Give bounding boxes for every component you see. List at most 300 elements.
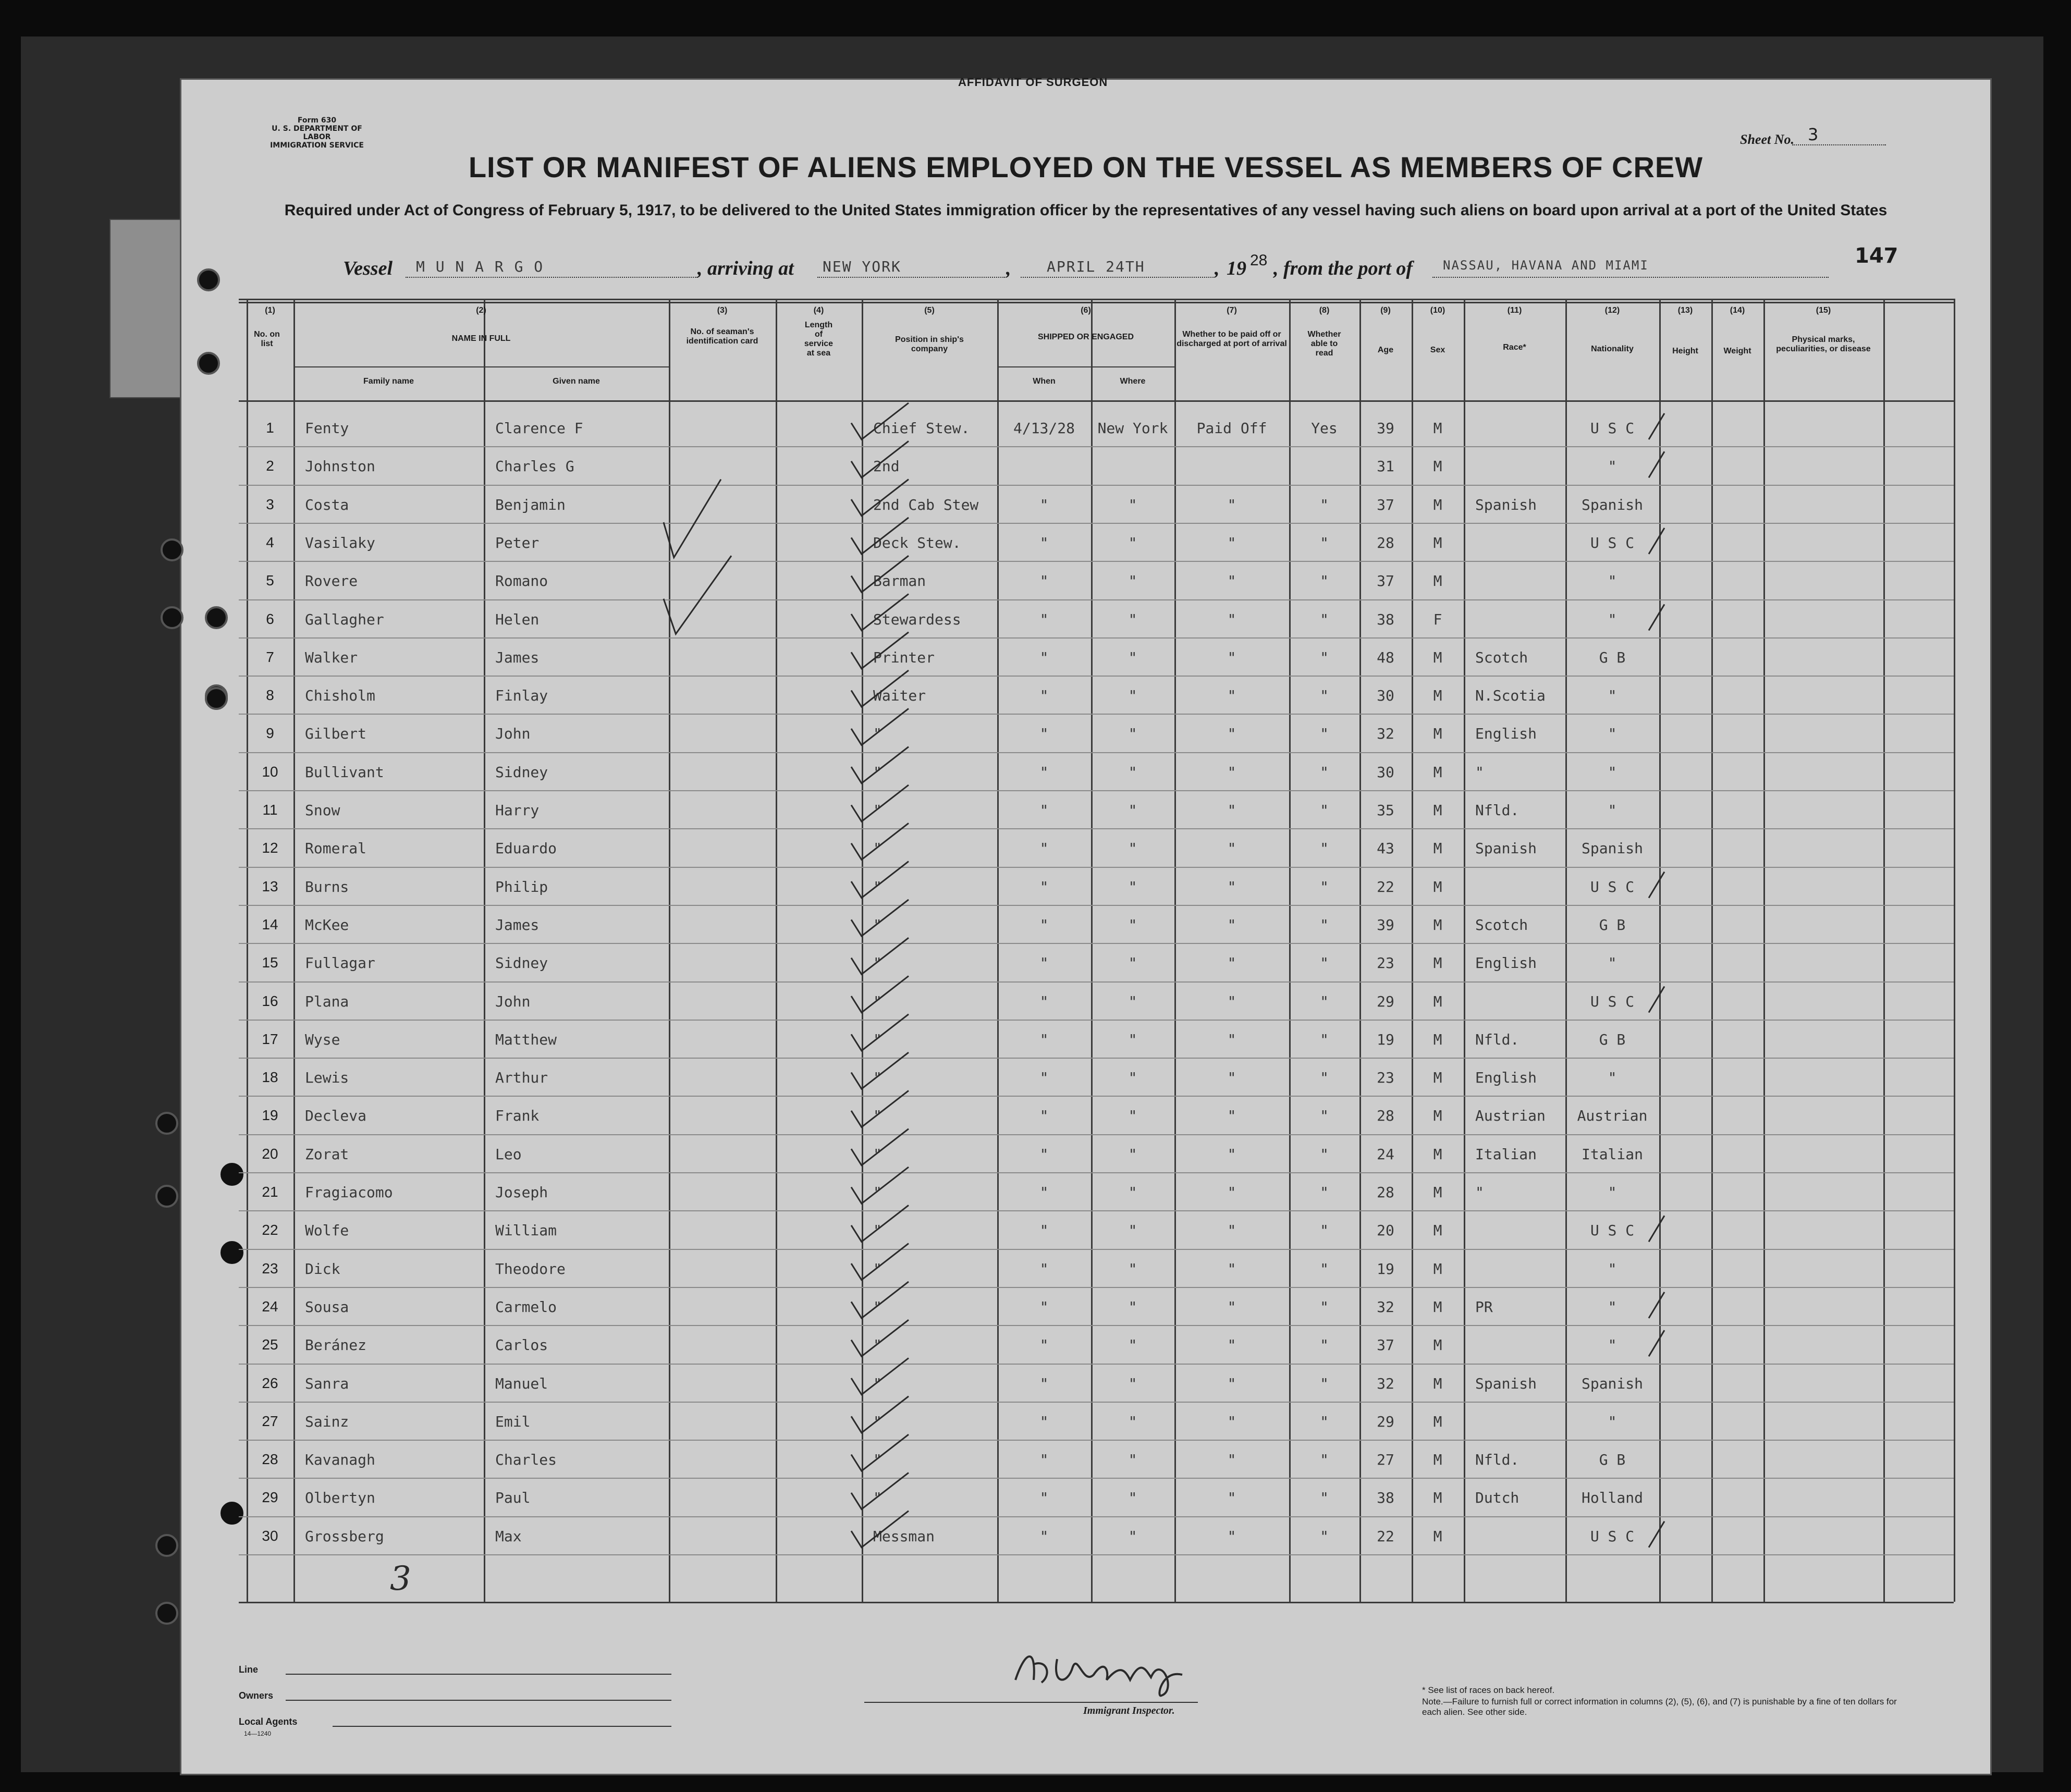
shipped-where-cell: ": [1128, 992, 1137, 1010]
family-name-cell: Snow: [305, 802, 340, 819]
sex-cell: M: [1433, 1030, 1442, 1048]
shipped-where-cell: ": [1128, 1298, 1137, 1316]
shipped-when-cell: ": [1039, 1489, 1049, 1507]
nationality-cell: Spanish: [1581, 840, 1643, 857]
nationality-tick-mark: [1649, 413, 1664, 439]
position-check-mark: [851, 1434, 909, 1471]
nationality-cell: ": [1608, 1298, 1617, 1316]
position-cell: ": [873, 1260, 882, 1278]
given-name-cell: Harry: [495, 802, 540, 819]
shipped-when-cell: ": [1039, 954, 1049, 972]
age-cell: 31: [1377, 458, 1394, 475]
paid-off-cell: ": [1227, 1069, 1236, 1087]
family-name-cell: Rovere: [305, 572, 358, 590]
position-cell: Deck Stew.: [873, 534, 961, 551]
nationality-cell: ": [1608, 610, 1617, 628]
nationality-cell: ": [1608, 954, 1617, 972]
nationality-tick-mark: [1649, 1216, 1664, 1242]
row-number: 21: [262, 1184, 278, 1200]
given-name-cell: Charles G: [495, 458, 574, 475]
nationality-cell: U S C: [1590, 878, 1635, 895]
nationality-cell: G B: [1599, 916, 1626, 934]
family-name-cell: Sanra: [305, 1374, 349, 1392]
given-name-cell: Arthur: [495, 1069, 548, 1087]
inspector-signature: [1005, 1638, 1224, 1701]
position-check-mark: [851, 556, 909, 592]
age-cell: 32: [1377, 1374, 1394, 1392]
header-seaman-id: No. of seaman's identification card: [686, 327, 758, 346]
able-to-read-cell: ": [1320, 802, 1329, 819]
shipped-where-cell: ": [1128, 1413, 1137, 1430]
able-to-read-cell: ": [1320, 1145, 1329, 1163]
manifest-sheet: AFFIDAVIT OF SURGEON Form 630 U. S. DEPARTMENT OF LABOR IMMIGRATION SERVICE Sheet No. 3 LIST OR MANIFEST OF ALIENS EMPLOYED ON THE VESSEL AS MEMBERS OF CREW Required under Act of Congress of February 5, 1917, to be delivered to the United States immigration officer by the representatives of any vessel having such aliens on board upon arrival at a port of the United States Vessel M U N A R G O , arriving at NEW YORK , APRIL 24TH , 19 28 , from the port of NASSAU, HAVANA AND MIAMI 147 (1) (2) (3) (4) (5) (6) (7) (8) (9) (10) (11) (12) (13) (14) (15) No. on list NAME IN FULL Family name Given name No. of seaman's identification card Length of service at sea Position in ship's company SHIPPED OR ENGAGED When Where Whether to be paid off or discharged at port of arrival Whether able to read Age Sex Race* Nationality Height Weight Physical marks, peculiarities, or disease 1 Fenty Clarence F Chief Stew. 4/13/28 New York Paid Off Yes 39 M U S C 2 Johnston Charles G 2nd 31 M " 3 Costa Benjamin 2nd Cab Stew " " " " 37 M Spanish Spanish 4 Vasilaky Peter Deck Stew. " " " " 28 M U S C 5 Rovere Romano Barman " " " " 37 M " 6 Gallagher Helen Stewardess " " " " 38 F " 7 Walker James Printer " " " " 48 M Scotch G B 8 Chisholm Finlay Waiter " " " " 30 M N.Scotia " 9 Gilbert John " " " " " 32 M English " 10 Bullivant Sidney " " " " " 30 M " " 11 Snow Harry " " " " " 35 M Nfld. " 12 Romeral Eduardo " " " " " 43 M Spanish Spanish 13 Burns Philip " " " " " 22 M U S C 14 McKee James " " " " " 39 M Scotch G B 15 Fullagar Sidney " " " " " 23 M English " 16 Plana John " " " " " 29 M U S C 17 Wyse Matthew " " " " " 19 M Nfld. G B 18 Lewis Arthur " " " " " 23 M English " 19 Decleva Frank " " " " " 28 M Austrian Austrian 20 Zorat Leo " " " " " 24 M Italian Italian 21 Fragiacomo Joseph " " " " " 28 M " " 22 Wolfe William " " " " " 20 M U S C 23 Dick Theodore " " " " " 19 M " 24 Sousa Carmelo " " " " " 32 M PR " 25 Beránez Carlos " " " " " 37 M " 26 Sanra Manuel " " " " " 32 M Spanish Spanish 27 Sainz Emil " " " " " 29 M " 28 Kavanagh Charles " " " " " 27 M Nfld. G B 29 Olbertyn Paul " " " " " 38 M Dutch Holland 30 Grossberg Max Messman " " " " 22 M U S C 3 Line Owners Local Agents 14—1240 Immigrant Inspector. * See list of races on back hereof. Note.—Failure to furnish full or correct information in columns (2), (5), (6), and (7) is punishable by a fine of ten dollars for each alien. See other side.: [180, 78, 1992, 1775]
nationality-cell: ": [1608, 1184, 1617, 1201]
nationality-cell: Austrian: [1577, 1107, 1648, 1125]
shipped-when-cell: ": [1039, 916, 1049, 934]
nationality-cell: U S C: [1590, 1527, 1635, 1545]
family-name-cell: Romeral: [305, 840, 367, 857]
given-name-cell: Leo: [495, 1145, 522, 1163]
able-to-read-cell: Yes: [1311, 420, 1338, 437]
given-name-cell: Theodore: [495, 1260, 566, 1278]
header-height: Height: [1672, 347, 1698, 355]
paid-off-cell: ": [1227, 878, 1236, 895]
row-number: 30: [262, 1527, 278, 1544]
row-number: 17: [262, 1030, 278, 1047]
position-cell: Chief Stew.: [873, 420, 970, 437]
nationality-cell: ": [1608, 1260, 1617, 1278]
shipped-where-cell: ": [1128, 763, 1137, 781]
binding-hole: [155, 1602, 178, 1625]
family-name-cell: Costa: [305, 496, 349, 513]
shipped-where-cell: ": [1128, 1260, 1137, 1278]
position-check-mark: [851, 1129, 909, 1165]
given-name-cell: Eduardo: [495, 840, 557, 857]
nationality-tick-mark: [1649, 605, 1664, 631]
given-name-cell: John: [495, 725, 531, 743]
sex-cell: M: [1433, 1107, 1442, 1125]
shipped-when-cell: ": [1039, 1374, 1049, 1392]
shipped-where-cell: ": [1128, 954, 1137, 972]
age-cell: 22: [1377, 878, 1394, 895]
nationality-cell: ": [1608, 1413, 1617, 1430]
given-name-cell: Carlos: [495, 1336, 548, 1354]
position-cell: ": [873, 1107, 882, 1125]
service: IMMIGRATION SERVICE: [270, 141, 364, 150]
able-to-read-cell: ": [1320, 1527, 1329, 1545]
column-number: (7): [1227, 306, 1237, 315]
shipped-where-cell: New York: [1097, 420, 1168, 437]
sex-cell: M: [1433, 1184, 1442, 1201]
able-to-read-cell: ": [1320, 763, 1329, 781]
row-number: 29: [262, 1489, 278, 1506]
family-name-cell: Wyse: [305, 1030, 340, 1048]
paid-off-cell: ": [1227, 1184, 1236, 1201]
nationality-cell: Holland: [1581, 1489, 1643, 1507]
shipped-where-cell: ": [1128, 1527, 1137, 1545]
sex-cell: M: [1433, 1069, 1442, 1087]
family-name-cell: Olbertyn: [305, 1489, 375, 1507]
nationality-cell: Spanish: [1581, 496, 1643, 513]
position-cell: ": [873, 1184, 882, 1201]
nationality-cell: G B: [1599, 648, 1626, 666]
position-check-mark: [851, 480, 909, 516]
able-to-read-cell: ": [1320, 1489, 1329, 1507]
nationality-tick-mark: [1649, 987, 1664, 1013]
position-check-mark: [851, 1014, 909, 1051]
row-number: 19: [262, 1107, 278, 1124]
row-number: 10: [262, 763, 278, 780]
paid-off-cell: ": [1227, 916, 1236, 934]
shipped-where-cell: ": [1128, 1184, 1137, 1201]
able-to-read-cell: ": [1320, 992, 1329, 1010]
shipped-where-cell: ": [1128, 610, 1137, 628]
paid-off-cell: ": [1227, 840, 1236, 857]
nationality-cell: Spanish: [1581, 1374, 1643, 1392]
given-name-cell: James: [495, 648, 540, 666]
shipped-when-cell: ": [1039, 1336, 1049, 1354]
age-cell: 35: [1377, 802, 1394, 819]
nationality-cell: G B: [1599, 1030, 1626, 1048]
age-cell: 39: [1377, 916, 1394, 934]
race-cell: Nfld.: [1475, 802, 1519, 819]
position-cell: ": [873, 763, 882, 781]
shipped-when-cell: ": [1039, 1184, 1049, 1201]
sex-cell: M: [1433, 648, 1442, 666]
position-cell: ": [873, 916, 882, 934]
age-cell: 39: [1377, 420, 1394, 437]
race-cell: Italian: [1475, 1145, 1537, 1163]
binding-hole: [155, 1534, 178, 1557]
header-able-to-read: Whether able to read: [1307, 330, 1341, 358]
arrival-port: NEW YORK: [823, 258, 901, 275]
shipped-where-cell: ": [1128, 534, 1137, 551]
row-number: 23: [262, 1260, 278, 1277]
family-name-cell: Fragiacomo: [305, 1184, 393, 1201]
given-name-cell: Peter: [495, 534, 540, 551]
paid-off-cell: Paid Off: [1196, 420, 1267, 437]
sex-cell: M: [1433, 725, 1442, 743]
age-cell: 37: [1377, 572, 1394, 590]
shipped-when-cell: ": [1039, 1030, 1049, 1048]
paid-off-cell: ": [1227, 496, 1236, 513]
paid-off-cell: ": [1227, 1145, 1236, 1163]
position-cell: ": [873, 1298, 882, 1316]
shipped-where-cell: ": [1128, 878, 1137, 895]
sex-cell: M: [1433, 458, 1442, 475]
age-cell: 22: [1377, 1527, 1394, 1545]
age-cell: 32: [1377, 725, 1394, 743]
binding-hole: [161, 538, 183, 561]
nationality-cell: ": [1608, 725, 1617, 743]
position-cell: Messman: [873, 1527, 935, 1545]
position-check-mark: [851, 1244, 909, 1280]
age-cell: 28: [1377, 1184, 1394, 1201]
paid-off-cell: ": [1227, 648, 1236, 666]
age-cell: 23: [1377, 1069, 1394, 1087]
shipped-where-cell: ": [1128, 802, 1137, 819]
paid-off-cell: ": [1227, 1489, 1236, 1507]
row-number: 20: [262, 1145, 278, 1162]
race-cell: Spanish: [1475, 840, 1537, 857]
given-name-cell: Manuel: [495, 1374, 548, 1392]
seaman-id-check-mark: [664, 480, 721, 558]
column-number: (6): [1081, 306, 1091, 315]
position-check-mark: [851, 900, 909, 936]
agents-form-number: 14—1240: [244, 1730, 272, 1737]
race-cell: Spanish: [1475, 496, 1537, 513]
column-number: (4): [813, 306, 824, 315]
sex-cell: M: [1433, 687, 1442, 705]
column-number: (13): [1677, 306, 1693, 315]
header-weight: Weight: [1723, 347, 1751, 355]
shipped-where-cell: ": [1128, 916, 1137, 934]
position-cell: ": [873, 878, 882, 895]
row-number: 26: [262, 1374, 278, 1391]
position-check-mark: [851, 747, 909, 783]
row-number: 2: [266, 458, 274, 474]
header-shipped-engaged: SHIPPED OR ENGAGED: [1037, 333, 1134, 341]
position-check-mark: [851, 1167, 909, 1204]
shipped-when-cell: ": [1039, 1451, 1049, 1469]
shipped-where-cell: ": [1128, 1069, 1137, 1087]
nationality-cell: U S C: [1590, 992, 1635, 1010]
header-when: When: [1033, 377, 1056, 386]
given-name-cell: Max: [495, 1527, 522, 1545]
shipped-where-cell: ": [1128, 1336, 1137, 1354]
paid-off-cell: ": [1227, 1374, 1236, 1392]
shipped-where-cell: ": [1128, 840, 1137, 857]
position-cell: ": [873, 1030, 882, 1048]
column-number: (3): [717, 306, 728, 315]
header-where: Where: [1120, 377, 1146, 386]
able-to-read-cell: ": [1320, 725, 1329, 743]
row-number: 7: [266, 648, 274, 665]
sex-cell: M: [1433, 1298, 1442, 1316]
position-check-mark: [851, 976, 909, 1013]
paid-off-cell: ": [1227, 992, 1236, 1010]
sex-cell: M: [1433, 992, 1442, 1010]
nationality-cell: U S C: [1590, 1222, 1635, 1239]
nationality-cell: ": [1608, 802, 1617, 819]
position-cell: ": [873, 1145, 882, 1163]
position-check-mark: [851, 1282, 909, 1318]
sex-cell: F: [1433, 610, 1442, 628]
position-cell: ": [873, 1413, 882, 1430]
header-family-name: Family name: [363, 377, 414, 386]
nationality-tick-mark: [1649, 528, 1664, 554]
row-number: 27: [262, 1413, 278, 1429]
position-cell: ": [873, 802, 882, 819]
sheet-number-value: 3: [1792, 125, 1886, 145]
department: U. S. DEPARTMENT OF LABOR: [272, 125, 362, 141]
shipped-when-cell: ": [1039, 1145, 1049, 1163]
sex-cell: M: [1433, 1374, 1442, 1392]
family-name-cell: Bullivant: [305, 763, 384, 781]
race-cell: PR: [1475, 1298, 1493, 1316]
position-check-mark: [851, 708, 909, 745]
family-name-cell: McKee: [305, 916, 349, 934]
shipped-where-cell: ": [1128, 1030, 1137, 1048]
position-cell: ": [873, 1336, 882, 1354]
shipped-where-cell: ": [1128, 1451, 1137, 1469]
departure-ports: NASSAU, HAVANA AND MIAMI: [1443, 258, 1649, 273]
family-name-cell: Walker: [305, 648, 358, 666]
race-cell: English: [1475, 1069, 1537, 1087]
position-check-mark: [851, 594, 909, 631]
position-cell: ": [873, 840, 882, 857]
vessel-name: M U N A R G O: [416, 258, 544, 275]
header-position: Position in ship's company: [895, 335, 964, 353]
position-cell: ": [873, 954, 882, 972]
given-name-cell: Romano: [495, 572, 548, 590]
able-to-read-cell: ": [1320, 610, 1329, 628]
from-port-label: , from the port of: [1273, 257, 1413, 279]
race-cell: Austrian: [1475, 1107, 1546, 1125]
row-number: 13: [262, 878, 278, 894]
shipped-where-cell: ": [1128, 1374, 1137, 1392]
row-number: 28: [262, 1451, 278, 1468]
given-name-cell: Clarence F: [495, 420, 583, 437]
race-cell: Scotch: [1475, 916, 1528, 934]
column-number: (1): [265, 306, 275, 315]
paid-off-cell: ": [1227, 1298, 1236, 1316]
position-check-mark: [851, 1320, 909, 1356]
header-race: Race*: [1503, 343, 1526, 352]
position-check-mark: [851, 823, 909, 860]
document-title: LIST OR MANIFEST OF ALIENS EMPLOYED ON THE VESSEL AS MEMBERS OF CREW: [468, 151, 1704, 183]
position-cell: ": [873, 1451, 882, 1469]
shipped-when-cell: ": [1039, 992, 1049, 1010]
sex-cell: M: [1433, 916, 1442, 934]
age-cell: 28: [1377, 1107, 1394, 1125]
sex-cell: M: [1433, 1413, 1442, 1430]
sex-cell: M: [1433, 1336, 1442, 1354]
sex-cell: M: [1433, 1489, 1442, 1507]
column-number: (9): [1380, 306, 1391, 315]
family-name-cell: Johnston: [305, 458, 375, 475]
able-to-read-cell: ": [1320, 1107, 1329, 1125]
document-subtitle: Required under Act of Congress of February 5, 1917, to be delivered to the United States immigration officer by the representatives of any vessel having such aliens on board upon arrival at a port of the United States: [284, 202, 1888, 219]
position-cell: ": [873, 1374, 882, 1392]
nationality-tick-mark: [1649, 872, 1664, 898]
nationality-tick-mark: [1649, 1521, 1664, 1548]
given-name-cell: Sidney: [495, 763, 548, 781]
race-cell: Spanish: [1475, 1374, 1537, 1392]
nationality-cell: ": [1608, 687, 1617, 705]
handwritten-total: 3: [390, 1560, 411, 1598]
shipped-when-cell: ": [1039, 572, 1049, 590]
age-cell: 19: [1377, 1260, 1394, 1278]
able-to-read-cell: ": [1320, 916, 1329, 934]
position-check-mark: [851, 1396, 909, 1433]
able-to-read-cell: ": [1320, 1184, 1329, 1201]
position-cell: ": [873, 725, 882, 743]
row-number: 9: [266, 725, 274, 742]
page-number: 147: [1855, 244, 1898, 268]
row-number: 14: [262, 916, 278, 932]
given-name-cell: Emil: [495, 1413, 531, 1430]
family-name-cell: Vasilaky: [305, 534, 375, 551]
given-name-cell: Joseph: [495, 1184, 548, 1201]
given-name-cell: Paul: [495, 1489, 531, 1507]
family-name-cell: Lewis: [305, 1069, 349, 1087]
column-number: (12): [1604, 306, 1620, 315]
form-number: Form 630: [297, 116, 337, 125]
position-check-mark: [851, 403, 909, 439]
age-cell: 29: [1377, 992, 1394, 1010]
row-number: 5: [266, 572, 274, 589]
sex-cell: M: [1433, 763, 1442, 781]
able-to-read-cell: ": [1320, 1298, 1329, 1316]
header-nationality: Nationality: [1591, 345, 1634, 353]
age-cell: 23: [1377, 954, 1394, 972]
shipped-where-cell: ": [1128, 1489, 1137, 1507]
paid-off-cell: ": [1227, 1107, 1236, 1125]
position-check-mark: [851, 1052, 909, 1089]
able-to-read-cell: ": [1320, 1030, 1329, 1048]
given-name-cell: James: [495, 916, 540, 934]
position-check-mark: [851, 518, 909, 554]
able-to-read-cell: ": [1320, 534, 1329, 551]
column-number: (8): [1319, 306, 1330, 315]
given-name-cell: William: [495, 1222, 557, 1239]
header-no-on-list: No. on list: [254, 330, 280, 348]
line-label: Line: [239, 1664, 259, 1675]
paid-off-cell: ": [1227, 1413, 1236, 1430]
sex-cell: M: [1433, 1451, 1442, 1469]
column-number: (5): [924, 306, 935, 315]
header-given-name: Given name: [553, 377, 600, 386]
given-name-cell: Charles: [495, 1451, 557, 1469]
family-name-cell: Gilbert: [305, 725, 367, 743]
position-cell: 2nd Cab Stew: [873, 496, 979, 513]
age-cell: 30: [1377, 687, 1394, 705]
position-cell: ": [873, 992, 882, 1010]
sex-cell: M: [1433, 420, 1442, 437]
shipped-when-cell: ": [1039, 763, 1049, 781]
shipped-when-cell: ": [1039, 1222, 1049, 1239]
position-check-mark: [851, 1472, 909, 1509]
nationality-cell: U S C: [1590, 534, 1635, 551]
shipped-where-cell: ": [1128, 1222, 1137, 1239]
paid-off-cell: ": [1227, 1222, 1236, 1239]
age-cell: 37: [1377, 496, 1394, 513]
able-to-read-cell: ": [1320, 648, 1329, 666]
given-name-cell: Finlay: [495, 687, 548, 705]
shipped-when-cell: ": [1039, 1527, 1049, 1545]
position-check-mark: [851, 785, 909, 821]
position-cell: ": [873, 1222, 882, 1239]
top-stamp: AFFIDAVIT OF SURGEON: [958, 76, 1108, 89]
shipped-where-cell: ": [1128, 687, 1137, 705]
given-name-cell: Benjamin: [495, 496, 566, 513]
inspector-label: Immigrant Inspector.: [1083, 1705, 1175, 1716]
position-check-mark: [851, 670, 909, 707]
able-to-read-cell: ": [1320, 1413, 1329, 1430]
nationality-cell: ": [1608, 763, 1617, 781]
binding-hole: [155, 1112, 178, 1135]
position-cell: ": [873, 1069, 882, 1087]
paid-off-cell: ": [1227, 763, 1236, 781]
column-number: (11): [1507, 306, 1522, 315]
family-name-cell: Beránez: [305, 1336, 367, 1354]
nationality-tick-mark: [1649, 451, 1664, 477]
column-number: (2): [476, 306, 486, 315]
year-prefix: 19: [1227, 257, 1246, 279]
family-name-cell: Zorat: [305, 1145, 349, 1163]
given-name-cell: Helen: [495, 610, 540, 628]
